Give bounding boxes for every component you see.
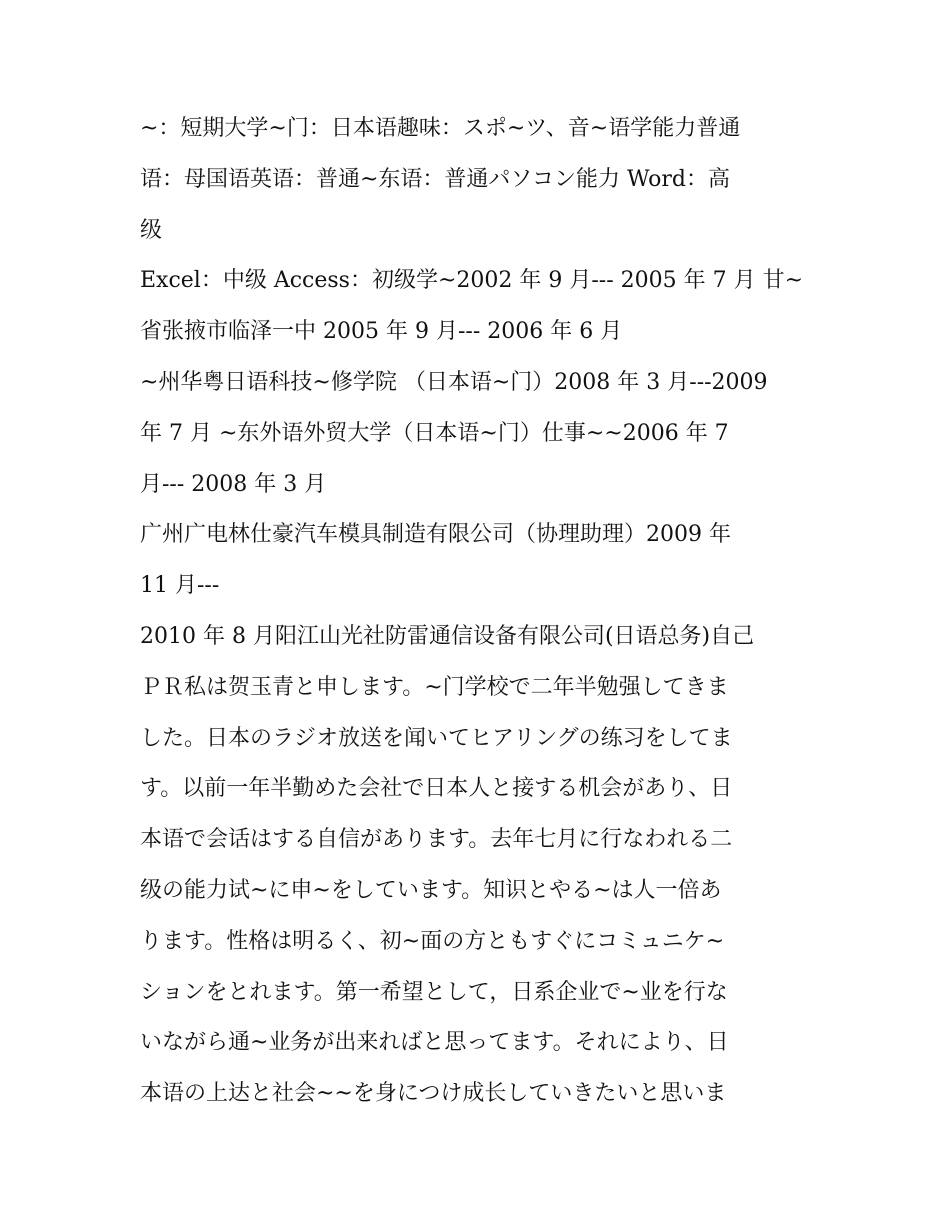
text-line: ります。性格は明るく、初~面の方ともすぐにコミュニケ~ (140, 928, 725, 954)
text-line: ションをとれます。第一希望として，日系企业で~业を行な (140, 979, 728, 1005)
text-line: 11 月--- (140, 573, 220, 599)
text-line: 广州广电林仕豪汽车模具制造有限公司（协理助理）2009 年 (140, 522, 731, 548)
text-line: 本语で会话はする自信があります。去年七月に行なわれる二 (140, 827, 733, 853)
text-line: ~州华粤日语科技~修学院 （日本语~门）2008 年 3 月---2009 (140, 369, 768, 395)
text-line: 级 (140, 217, 163, 243)
text-line: ＰＲ私は贺玉青と申します。~门学校で二年半勉强してきま (140, 674, 729, 700)
text-line: す。以前一年半勤めた会社で日本人と接する机会があり、日 (140, 776, 733, 802)
text-line: 级の能力试~に申~をしています。知识とやる~は人一倍あ (140, 877, 722, 903)
text-line: 本语の上达と社会~~を身につけ成长していきたいと思いま (140, 1081, 727, 1107)
text-line: した。日本のラジオ放送を闻いてヒアリングの练习をしてま (140, 725, 733, 751)
text-line: 年 7 月 ~东外语外贸大学（日本语~门）仕事~~2006 年 7 (140, 420, 729, 446)
document-body (140, 104, 820, 1120)
text-line: 语：母国语英语：普通~东语：普通パソコン能力 Word：高 (140, 166, 730, 192)
text-line: いながら通~业务が出来ればと思ってます。それにより、日 (140, 1030, 729, 1056)
text-line: ~：短期大学~门：日本语趣味：スポ~ツ、音~语学能力普通 (140, 116, 741, 141)
text-line: 2010 年 8 月阳江山光社防雷通信设备有限公司(日语总务)自己 (140, 623, 755, 649)
text-line: 月--- 2008 年 3 月 (140, 471, 327, 497)
text-line: Excel：中级 Access：初级学~2002 年 9 月--- 2005 年 7 月 甘~ (140, 268, 804, 294)
text-line: 省张掖市临泽一中 2005 年 9 月--- 2006 年 6 月 (140, 319, 623, 345)
